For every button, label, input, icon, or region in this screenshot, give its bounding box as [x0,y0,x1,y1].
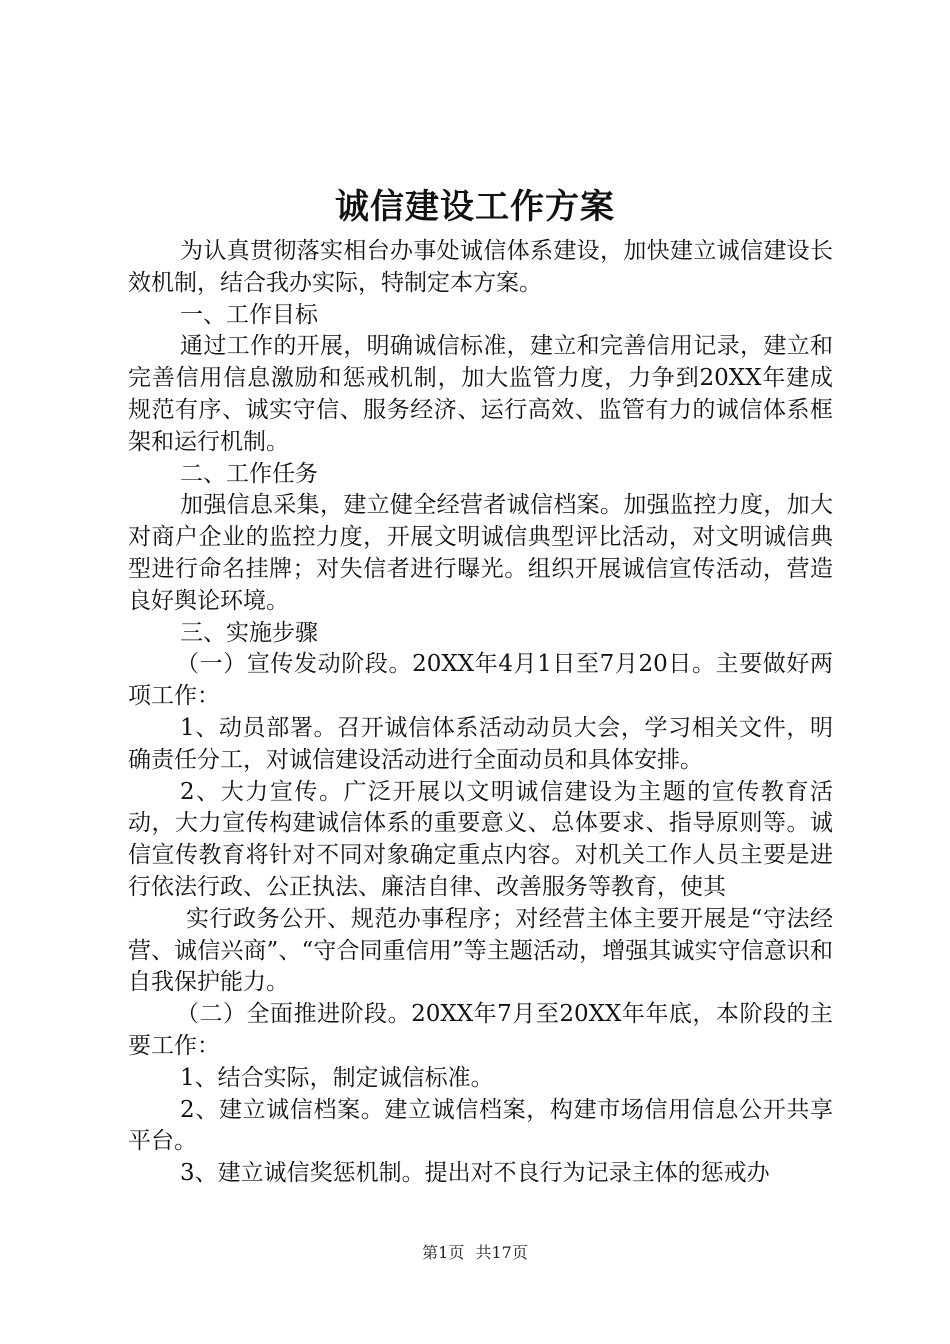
page-total: 共17页 [475,1243,528,1262]
document-body [128,236,833,1190]
page-footer [0,1241,950,1265]
heading-work-tasks: 二、工作任务 [180,460,318,487]
document-title: 诚信建设工作方案 [335,187,615,227]
paragraph-stage-two-item-2: 2、建立诚信档案。建立诚信档案，构建市场信用信息公开共享平台。 [128,1096,833,1155]
paragraph-stage-one: （一）宣传发动阶段。20XX年4月1日至7月20日。主要做好两项工作： [128,651,833,710]
heading-implementation-steps: 三、实施步骤 [180,619,318,646]
paragraph-stage-two: （二）全面推进阶段。20XX年7月至20XX年年底，本阶段的主要工作： [128,1001,833,1059]
paragraph-work-tasks: 加强信息采集，建立健全经营者诚信档案。加强监控力度，加大对商户企业的监控力度，开展文明诚信典型评比活动，对文明诚信典型进行命名挂牌；对失信者进行曝光。组织开展诚信宣传活动，营造良好舆论环境。 [128,492,833,614]
paragraph-work-goal: 通过工作的开展，明确诚信标准，建立和完善信用记录，建立和完善信用信息激励和惩戒机制，加大监管力度，力争到20XX年建成规范有序、诚实守信、服务经济、运行高效、监管有力的诚信体系框架和运行机制。 [128,333,833,455]
paragraph-stage-one-item-1: 1、动员部署。召开诚信体系活动动员大会，学习相关文件，明确责任分工，对诚信建设活动进行全面动员和具体安排。 [128,714,833,773]
paragraph-stage-one-item-2-cont: 实行政务公开、规范办事程序；对经营主体主要开展是“守法经营、诚信兴商”、“守合同重信用”等主题活动，增强其诚实守信意识和自我保护能力。 [128,905,833,996]
paragraph-stage-two-item-3: 3、建立诚信奖惩机制。提出对不良行为记录主体的惩戒办 [180,1160,770,1187]
heading-work-goal: 一、工作目标 [180,301,318,328]
paragraph-stage-two-item-1: 1、结合实际，制定诚信标准。 [180,1064,494,1091]
page-number: 第1页 [422,1243,465,1262]
paragraph-intro: 为认真贯彻落实相台办事处诚信体系建设，加快建立诚信建设长效机制，结合我办实际，特制定本方案。 [128,238,833,296]
paragraph-stage-one-item-2: 2、大力宣传。广泛开展以文明诚信建设为主题的宣传教育活动，大力宣传构建诚信体系的重要意义、总体要求、指导原则等。诚信宣传教育将针对不同对象确定重点内容。对机关工作人员主要是进行依法行政、公正执法、廉洁自律、改善服务等教育，使其 [128,778,833,900]
